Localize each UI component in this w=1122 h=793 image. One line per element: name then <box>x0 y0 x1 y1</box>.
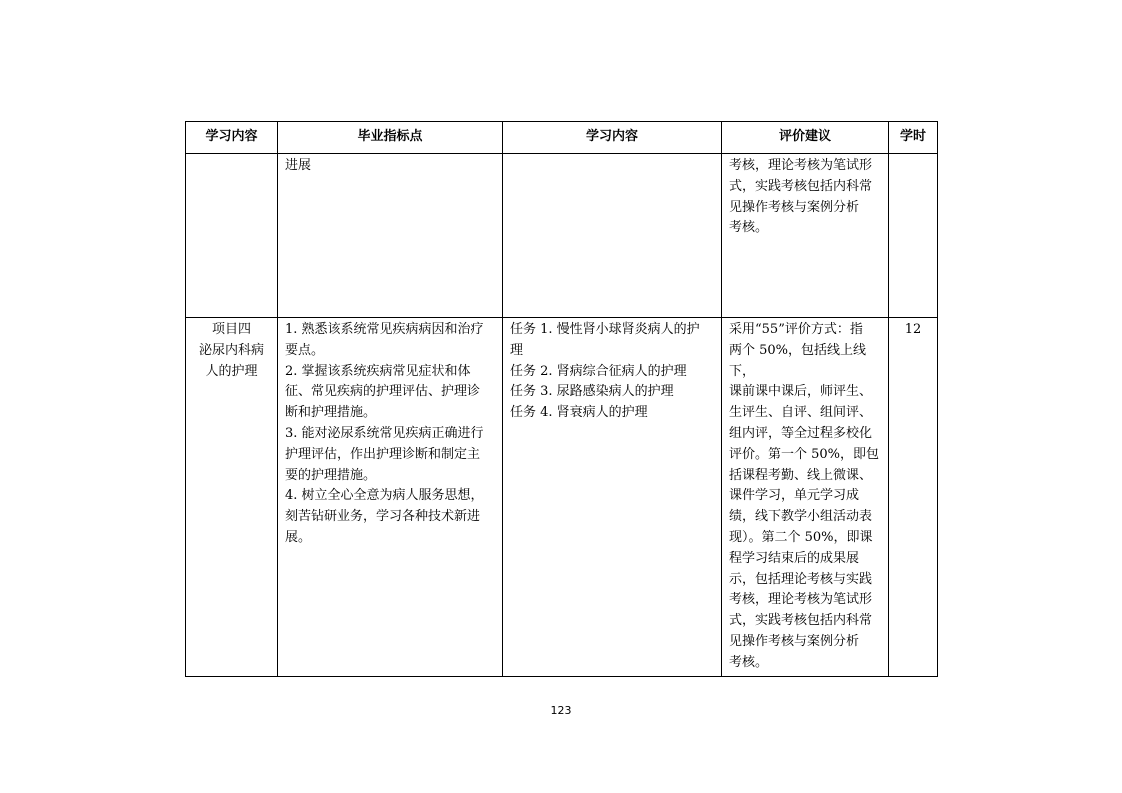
table-row <box>186 318 938 677</box>
table-row <box>186 154 938 318</box>
hours-cell <box>889 154 938 318</box>
tasks-cell: 任务 1. 慢性肾小球肾炎病人的护 理 任务 2. 肾病综合征病人的护理 任务 3. 尿路感染病人的护理 任务 4. 肾衰病人的护理 <box>503 318 722 677</box>
tasks-cell <box>503 154 722 318</box>
project-name-cell <box>186 154 278 318</box>
header-learning-content-detail: 学习内容 <box>503 122 722 154</box>
table-header-row <box>186 122 938 154</box>
evaluation-cell: 考核，理论考核为笔试形 式，实践考核包括内科常 见操作考核与案例分析 考核。 <box>722 154 889 318</box>
header-evaluation-suggestions: 评价建议 <box>722 122 889 154</box>
hours-cell: 12 <box>889 318 938 677</box>
header-learning-content: 学习内容 <box>186 122 278 154</box>
header-class-hours: 学时 <box>889 122 938 154</box>
header-graduation-indicators: 毕业指标点 <box>278 122 503 154</box>
project-name-cell: 项目四 泌尿内科病 人的护理 <box>186 318 278 677</box>
curriculum-table <box>185 121 938 677</box>
graduation-indicators-cell: 1. 熟悉该系统常见疾病病因和治疗 要点。 2. 掌握该系统疾病常见症状和体 征、常见疾病的护理评估、护理诊 断和护理措施。 3. 能对泌尿系统常见疾病正确进行 护理评估，作出护理诊断和制定主 要的护理措施。 4. 树立全心全意为病人服务思想， 刻苦钻研业务，学习各种技术新进 展。 <box>278 318 503 677</box>
evaluation-cell: 采用“55”评价方式：指 两个 50%，包括线上线下， 课前课中课后，师评生、 生评生、自评、组间评、 组内评，等全过程多校化 评价。第一个 50%，即包 括课程考勤、线上微课、 课件学习，单元学习成 绩，线下教学小组活动表 现）。第二个 50%，即课 程学习结束后的成果展 示，包括理论考核与实践 考核，理论考核为笔试形 式，实践考核包括内科常 见操作考核与案例分析 考核。 <box>722 318 889 677</box>
page-number: 123 <box>550 704 572 717</box>
graduation-indicators-cell: 进展 <box>278 154 503 318</box>
